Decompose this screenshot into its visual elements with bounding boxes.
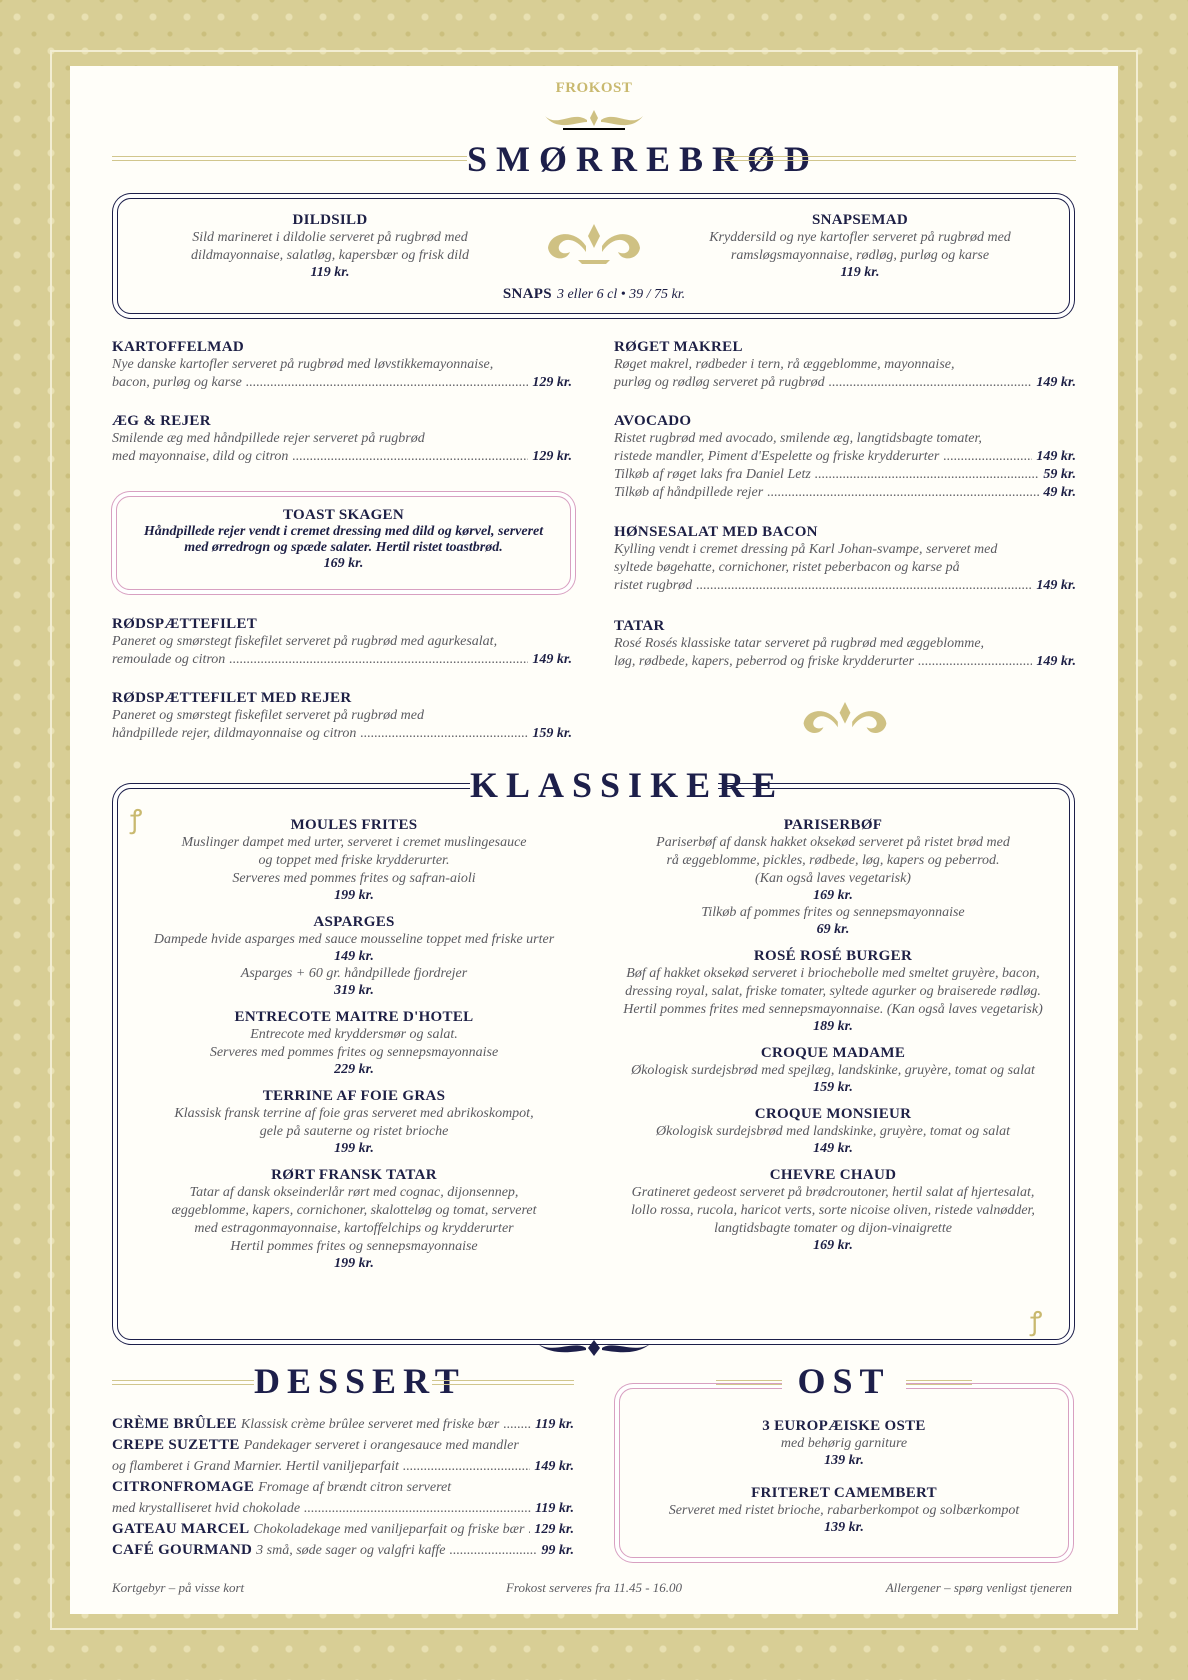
moules-frites-item [130,817,578,904]
item-desc: Dampede hvide asparges med sauce mousseline toppet med friske urter [153,932,555,947]
item-desc: med mayonnaise, dild og citron [112,449,289,464]
item-price: 149 kr. [534,1459,574,1474]
item-desc: Kylling vendt i cremet dressing på Karl Johan-svampe, serveret med [614,542,998,557]
item-name: PARISERBØF [783,817,883,833]
item-desc: langtidsbagte tomater og dijon-vinaigrette [714,1221,952,1236]
item-desc: Økologisk surdejsbrød med spejlæg, landskinke, gruyère, tomat og salat [631,1063,1035,1078]
snapsemad-desc: Kryddersild og nye kartofler serveret på rugbrød med [709,230,1011,245]
asparges-item [130,914,578,999]
klassikere-title: KLASSIKERE [470,765,785,805]
item-name: 3 EUROPÆISKE OSTE [762,1418,926,1434]
item-name: RØDSPÆTTEFILET MED REJER [112,690,352,706]
dildsild-desc: Sild marineret i dildolie serveret på rugbrød med [192,230,468,245]
rort-tatar-item [130,1167,578,1272]
item-desc: og toppet med friske krydderurter. [258,853,450,868]
item-name: CITRONFROMAGE [112,1479,255,1495]
item-name: TATAR [614,618,665,634]
item-desc: med estragonmayonnaise, kartoffelchips og krydderurter [194,1221,514,1236]
roget-makrel-item [614,339,1076,392]
croque-monsieur-item [608,1106,1058,1157]
swirl-icon: ꝭ [130,805,143,835]
item-price: 119 kr. [535,1501,574,1516]
item-price: 199 kr. [334,1141,374,1156]
ost-list [619,1418,1069,1536]
item-price: 99 kr. [541,1543,574,1558]
friteret-camembert-item [619,1485,1069,1536]
item-desc: ristede mandler, Piment d'Espelette og friske krydderurter [614,449,940,464]
item-desc: remoulade og citron [112,652,226,667]
item-name: CROQUE MONSIEUR [754,1106,912,1122]
footer-hours: Frokost serveres fra 11.45 - 16.00 [505,1580,683,1595]
item-price: 149 kr. [1036,449,1076,464]
item-desc: Ristet rugbrød med avocado, smilende æg, langtidsbagte tomater, [614,431,982,446]
item-price: 229 kr. [334,1062,374,1077]
item-price: 159 kr. [813,1080,853,1095]
addon-desc: Asparges + 60 gr. håndpillede fjordrejer [240,966,468,981]
europaeiske-oste-item [619,1418,1069,1469]
item-price: 129 kr. [532,375,572,390]
item-desc: æggeblomme, kapers, cornichoner, skalotteløg og tomat, serveret [171,1203,537,1218]
klassikere-left-column [130,817,578,1272]
divider [906,1380,972,1385]
flourish-icon [534,1338,654,1358]
item-desc: Bøf af hakket oksekød serveret i briochebolle med smeltet gruyère, bacon, [626,966,1040,981]
item-desc: Paneret og smørstegt fiskefilet serveret på rugbrød med [112,708,424,723]
item-name: CROQUE MADAME [760,1045,906,1061]
item-name: RØRT FRANSK TATAR [271,1167,437,1183]
addon-price: 69 kr. [816,922,850,937]
item-price: 159 kr. [532,726,572,741]
dessert-title: DESSERT [254,1361,466,1401]
item-price: 149 kr. [532,652,572,667]
item-desc: syltede bøgehatte, cornichoner, ristet peberbacon og karse på [614,560,960,575]
item-desc: Tatar af dansk okseinderlår rørt med cognac, dijonsennep, [189,1185,519,1200]
foie-gras-item [130,1088,578,1157]
item-price: 169 kr. [813,888,853,903]
snapsemad-desc: ramsløgsmayonnaise, rødløg, purløg og karse [730,248,990,263]
item-desc: Entrecote med kryddersmør og salat. [250,1027,458,1042]
item-desc: Klassisk crème brûlee serveret med friske bær [240,1417,500,1432]
snaps-price: 3 eller 6 cl • 39 / 75 kr. [556,287,686,302]
footer-card-fee: Kortgebyr – på visse kort [112,1580,245,1595]
item-desc: Fromage af brændt citron serveret [258,1480,452,1495]
flourish-icon [543,106,645,132]
item-price: 189 kr. [813,1019,853,1034]
creme-brulee-item [112,1416,574,1437]
item-desc: håndpillede rejer, dildmayonnaise og citron [112,726,357,741]
chevre-chaud-item [608,1167,1058,1254]
addon-price: 319 kr. [334,983,374,998]
item-name: RØDSPÆTTEFILET [112,616,258,632]
item-desc: purløg og rødløg serveret på rugbrød [614,375,825,390]
addon-price: 59 kr. [1043,467,1076,482]
aeg-rejer-item [112,413,572,466]
item-desc: Klassisk fransk terrine af foie gras serveret med abrikoskompot, [174,1106,534,1121]
item-name: ASPARGES [313,914,395,930]
entrecote-item [130,1009,578,1078]
flourish-icon [544,222,644,266]
item-price: 199 kr. [334,1256,374,1271]
kartoffelmad-item [112,339,572,392]
item-name: MOULES FRITES [290,817,418,833]
item-name: GATEAU MARCEL [112,1521,250,1537]
item-price: 149 kr. [334,949,374,964]
item-price: 119 kr. [535,1417,574,1432]
item-name: ÆG & REJER [112,413,211,429]
item-desc: og flamberet i Grand Marnier. Hertil vaniljeparfait [112,1459,399,1474]
item-name: FRITERET CAMEMBERT [751,1485,937,1501]
divider [716,1380,782,1385]
addon-price: 49 kr. [1043,485,1076,500]
item-desc: Rosé Rosés klassiske tatar serveret på rugbrød med æggeblomme, [614,636,985,651]
item-desc: Nye danske kartofler serveret på rugbrød med løvstikkemayonnaise, [112,357,494,372]
item-desc: Pandekager serveret i orangesauce med mandler [243,1438,519,1453]
smorrebrod-title: SMØRREBRØD [467,139,820,179]
item-name: TERRINE AF FOIE GRAS [262,1088,446,1104]
item-price: 139 kr. [824,1520,864,1535]
item-name: HØNSESALAT MED BACON [614,524,818,540]
addon-desc: Tilkøb af røget laks fra Daniel Letz [614,467,811,482]
item-price: 199 kr. [334,888,374,903]
item-desc: dressing royal, salat, friske tomater, syltede agurker og braiserede rødløg. [625,984,1041,999]
honsesalat-item [614,524,1076,595]
toast-name: TOAST SKAGEN [282,507,404,523]
snapsemad-item [680,212,1040,281]
item-desc: Gratineret gedeost serveret på brødcroutoner, hertil salat af hjertesalat, [631,1185,1035,1200]
item-name: CRÈME BRÛLEE [112,1416,237,1432]
avocado-item [614,413,1076,502]
dildsild-price: 119 kr. [310,265,350,280]
item-desc: Muslinger dampet med urter, serveret i cremet muslingesauce [181,835,527,850]
tatar-item [614,618,1076,671]
item-desc: Chokoladekage med vaniljeparfait og friske bær [253,1522,525,1537]
item-price: 129 kr. [532,449,572,464]
toast-price: 169 kr. [323,556,364,571]
item-desc: (Kan også laves vegetarisk) [755,871,911,886]
citronfromage-item [112,1479,574,1500]
item-name: RØGET MAKREL [614,339,743,355]
item-desc: Pariserbøf af dansk hakket oksekød serveret på ristet brød med [656,835,1010,850]
ost-title: OST [797,1361,891,1401]
item-name: ROSÉ ROSÉ BURGER [753,948,913,964]
item-desc: ristet rugbrød [614,578,693,593]
snaps-label: SNAPS [502,286,552,302]
crepe-suzette-item [112,1437,574,1458]
addon-desc: Tilkøb af pommes frites og sennepsmayonnaise [701,905,965,920]
item-desc: Serveret med ristet brioche, rabarberkompot og solbærkompot [668,1503,1020,1518]
item-price: 149 kr. [1036,375,1076,390]
item-desc: gele på sauterne og ristet brioche [259,1124,449,1139]
item-desc: Paneret og smørstegt fiskefilet serveret på rugbrød med agurkesalat, [112,634,498,649]
croque-madame-item [608,1045,1058,1096]
item-desc: Økologisk surdejsbrød med landskinke, gruyère, tomat og salat [656,1124,1010,1139]
dildsild-name: DILDSILD [292,212,368,228]
dessert-header [112,1360,574,1404]
dildsild-desc: dildmayonnaise, salatløg, kapersbær og frisk dild [190,248,470,263]
item-desc: 3 små, søde sager og valgfri kaffe [256,1543,446,1558]
item-price: 149 kr. [1036,654,1076,669]
item-name: CHEVRE CHAUD [769,1167,897,1183]
frokost-label: FROKOST [555,80,633,96]
item-desc: bacon, purløg og karse [112,375,242,390]
item-desc: Hertil pommes frites og sennepsmayonnaise [230,1239,478,1254]
item-desc: Røget makrel, rødbeder i tern, rå æggeblomme, mayonnaise, [614,357,955,372]
item-name: AVOCADO [614,413,692,429]
item-desc: løg, rødbede, kapers, peberrod og friske krydderurter [614,654,915,669]
item-name: KARTOFFELMAD [112,339,244,355]
item-desc: rå æggeblomme, pickles, rødbede, løg, kapers og peberrod. [666,853,1000,868]
pariserbof-item [608,817,1058,938]
item-price: 129 kr. [534,1522,574,1537]
item-price: 169 kr. [813,1238,853,1253]
item-price: 149 kr. [813,1141,853,1156]
snapsemad-name: SNAPSEMAD [811,212,909,228]
item-price: 149 kr. [1036,578,1076,593]
dessert-list [112,1416,574,1563]
item-desc: lollo rossa, rucola, haricot verts, sorte nicoise oliven, ristede valnødder, [631,1203,1035,1218]
gateau-marcel-item [112,1521,574,1542]
addon-desc: Tilkøb af håndpillede rejer [614,485,764,500]
item-desc: Serveres med pommes frites og sennepsmayonnaise [209,1045,499,1060]
rose-burger-item [608,948,1058,1035]
item-desc: Smilende æg med håndpillede rejer serveret på rugbrød [112,431,425,446]
swirl-icon: ꝭ [1030,1307,1043,1337]
item-name: CAFÉ GOURMAND [112,1542,253,1558]
toast-skagen-item [116,507,571,572]
smorrebrod-header [112,138,1076,178]
rodspaette-rejer-item [112,690,572,743]
toast-desc: med ørredrogn og spæde salater. Hertil ristet toastbrød. [184,540,503,555]
cafe-gourmand-item [112,1542,574,1563]
item-desc: Serveres med pommes frites og safran-aioli [232,871,476,886]
item-name: CREPE SUZETTE [112,1437,240,1453]
toast-desc: Håndpillede rejer vendt i cremet dressing med dild og kørvel, serveret [143,524,544,539]
snapsemad-price: 119 kr. [840,265,880,280]
klassikere-right-column [608,817,1058,1254]
footer-allergens: Allergener – spørg venligst tjeneren [885,1580,1072,1595]
snaps-line [394,283,794,303]
flourish-icon [800,698,890,742]
rodspaette-item [112,616,572,669]
item-desc: med krystalliseret hvid chokolade [112,1501,301,1516]
item-price: 139 kr. [824,1453,864,1468]
item-desc: med behørig garniture [780,1436,908,1451]
item-desc: Hertil pommes frites med sennepsmayonnaise. (Kan også laves vegetarisk) [623,1002,1043,1017]
item-name: ENTRECOTE MAITRE D'HOTEL [234,1009,474,1025]
dildsild-item [150,212,510,281]
